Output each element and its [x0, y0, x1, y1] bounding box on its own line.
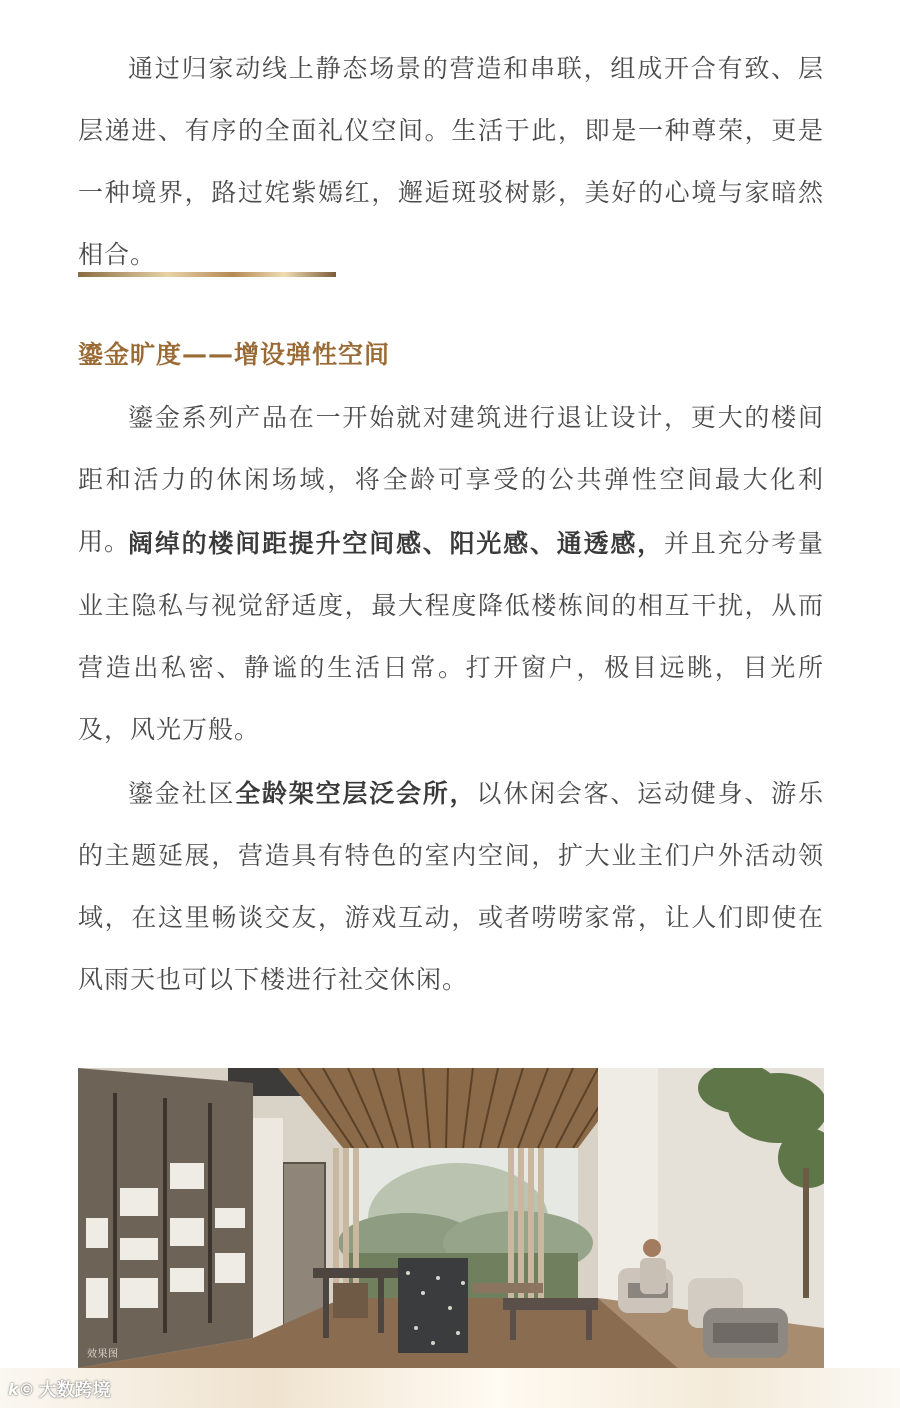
bottom-decorative-strip — [0, 1368, 900, 1408]
section-paragraph-1: 鎏金系列产品在一开始就对建筑进行退让设计，更大的楼间距和活力的休闲场域，将全龄可享受的公共弹性空间最大化利用。 — [78, 403, 824, 556]
para3-lead: 鎏金社区 — [128, 779, 236, 808]
section-paragraph-3 — [78, 763, 824, 1011]
para2-emphasis: 阔绰的楼间距提升空间感、阳光感、通透感， — [128, 529, 664, 558]
watermark — [8, 1376, 111, 1402]
para2-body: 并且充分考量业主隐私与视觉舒适度，最大程度降低楼栋间的相互干扰，从而营造出私密、静谧的生活日常。打开窗户，极目远眺，目光所及，风光万般。 — [78, 529, 824, 744]
para3-body: 以休闲会客、运动健身、游乐的主题延展，营造具有特色的室内空间，扩大业主们户外活动领域，在这里畅谈交友，游戏互动，或者唠唠家常，让人们即使在风雨天也可以下楼进行社交休闲。 — [78, 779, 824, 994]
watermark-logo-icon: k© — [8, 1379, 35, 1399]
para3-emphasis: 全龄架空层泛会所， — [235, 779, 477, 808]
watermark-text: 大数跨境 — [38, 1380, 111, 1401]
image-caption: 效果图 — [87, 1349, 119, 1360]
section-heading: 鎏金旷度——增设弹性空间 — [78, 340, 391, 369]
interior-lounge-image — [78, 1068, 824, 1368]
interior-illustration — [78, 1068, 824, 1368]
section-paragraph-2 — [78, 513, 824, 761]
gold-divider — [78, 272, 336, 277]
intro-paragraph: 通过归家动线上静态场景的营造和串联，组成开合有致、层层递进、有序的全面礼仪空间。生活于此，即是一种尊荣，更是一种境界，路过姹紫嫣红，邂逅斑驳树影，美好的心境与家暗然相合。 — [78, 54, 824, 269]
